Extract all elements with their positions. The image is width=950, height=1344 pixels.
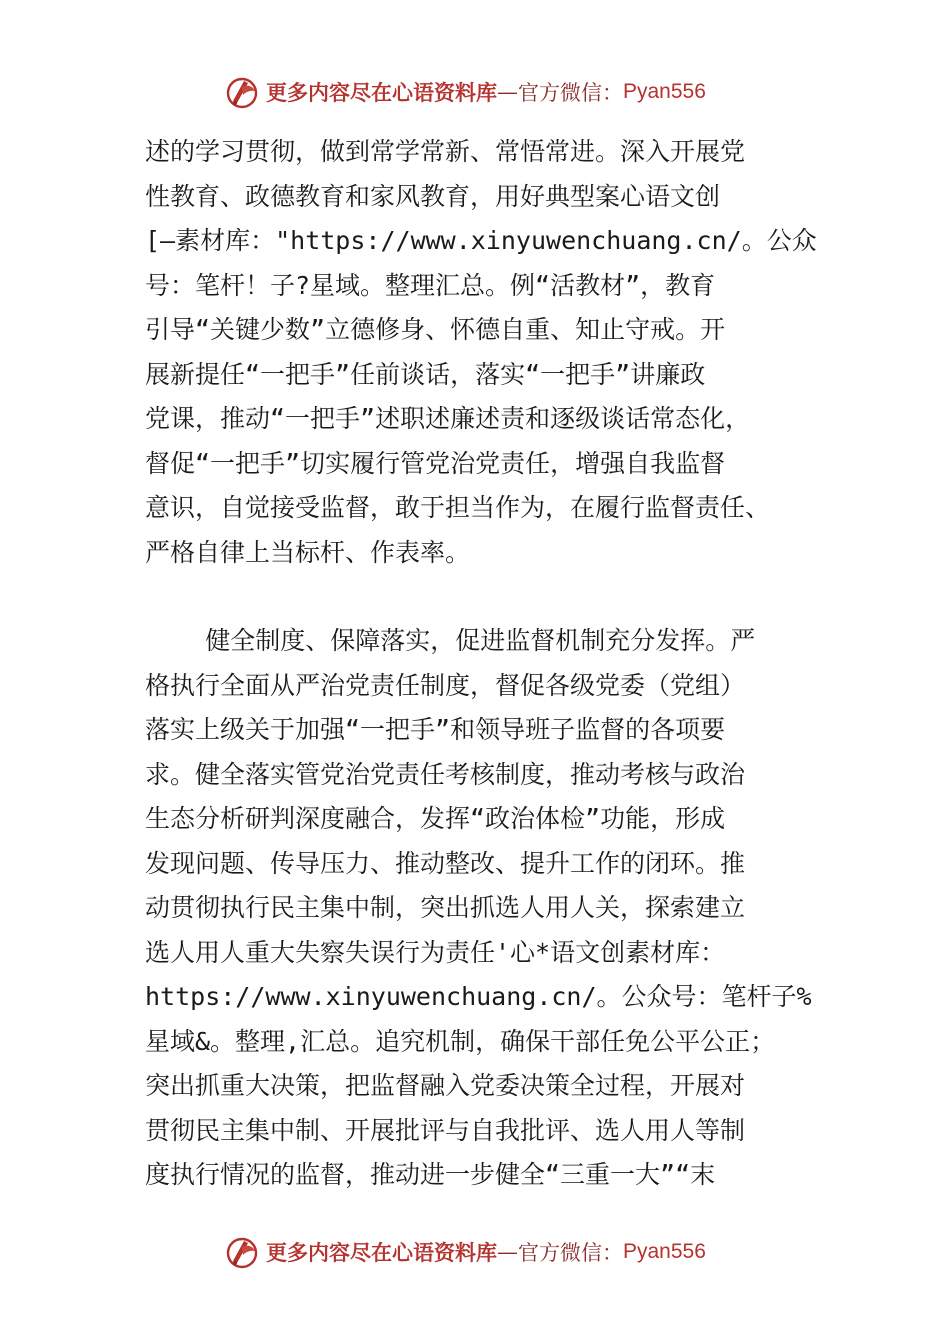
- text-line: 意识，自觉接受监督，敢于担当作为，在履行监督责任、: [145, 493, 771, 522]
- text-line: 求。健全落实管党治党责任考核制度，推动考核与政治: [145, 759, 746, 789]
- text-line: 引导“关键少数”立德修身、怀德自重、知止守戒。开: [145, 315, 726, 344]
- text-line: [—素材库："https://www.xinyuwenchuang.cn/。公众: [145, 226, 817, 255]
- text-line: 展新提任“一把手”任前谈话，落实“一把手”讲廉政: [145, 359, 706, 389]
- text-line: 贯彻民主集中制、开展批评与自我批评、选人用人等制: [145, 1115, 746, 1145]
- text-line: https://www.xinyuwenchuang.cn/。公众号：笔杆子%: [145, 982, 812, 1011]
- watermark-wechat-label: 官方微信：: [518, 81, 623, 105]
- text-line: 落实上级关于加强“一把手”和领导班子监督的各项要: [145, 715, 726, 744]
- paragraph-spacer: [145, 575, 825, 619]
- watermark-separator: —: [497, 1240, 518, 1264]
- paragraph-1: [145, 130, 825, 575]
- paragraph-2: [145, 619, 825, 1198]
- header-watermark: [222, 72, 706, 112]
- text-line: 督促“一把手”切实履行管党治党责任，增强自我监督: [145, 448, 726, 478]
- watermark-brand-text: 更多内容尽在心语资料库: [266, 80, 497, 105]
- text-line: 生态分析研判深度融合，发挥“政治体检”功能，形成: [145, 804, 726, 833]
- writing-hand-logo-icon: [222, 72, 262, 112]
- text-line: 号：笔杆！子?星域。整理汇总。例“活教材”，教育: [145, 270, 716, 300]
- text-line: 度执行情况的监督，推动进一步健全“三重一大”“末: [145, 1160, 716, 1189]
- text-line: 星域&。整理,汇总。追究机制，确保干部任免公平公正；: [145, 1026, 776, 1056]
- document-body: [145, 130, 825, 1198]
- watermark-separator: —: [497, 80, 518, 104]
- text-line: 选人用人重大失察失误行为责任'心*语文创素材库：: [145, 937, 726, 967]
- watermark-wechat-label: 官方微信：: [518, 1241, 623, 1265]
- watermark-brand-text: 更多内容尽在心语资料库: [266, 1240, 497, 1265]
- text-line: 突出抓重大决策，把监督融入党委决策全过程，开展对: [145, 1071, 746, 1100]
- text-line: 党课，推动“一把手”述职述廉述责和逐级谈话常态化，: [145, 404, 751, 433]
- text-line: 严格自律上当标杆、作表率。: [145, 537, 471, 567]
- text-line: 发现问题、传导压力、推动整改、提升工作的闭环。推: [145, 848, 746, 878]
- writing-hand-logo-icon: [222, 1232, 262, 1272]
- text-line: 格执行全面从严治党责任制度，督促各级党委（党组）: [145, 670, 746, 700]
- watermark-wechat-id: Pyan556: [623, 80, 706, 103]
- text-line: 性教育、政德教育和家风教育，用好典型案心语文创: [145, 181, 721, 211]
- text-line: 动贯彻执行民主集中制，突出抓选人用人关，探索建立: [145, 893, 746, 922]
- footer-watermark: [222, 1232, 706, 1272]
- watermark-wechat-id: Pyan556: [623, 1240, 706, 1263]
- text-line: 述的学习贯彻，做到常学常新、常悟常进。深入开展党: [145, 137, 746, 166]
- text-line: 健全制度、保障落实，促进监督机制充分发挥。严: [145, 626, 756, 655]
